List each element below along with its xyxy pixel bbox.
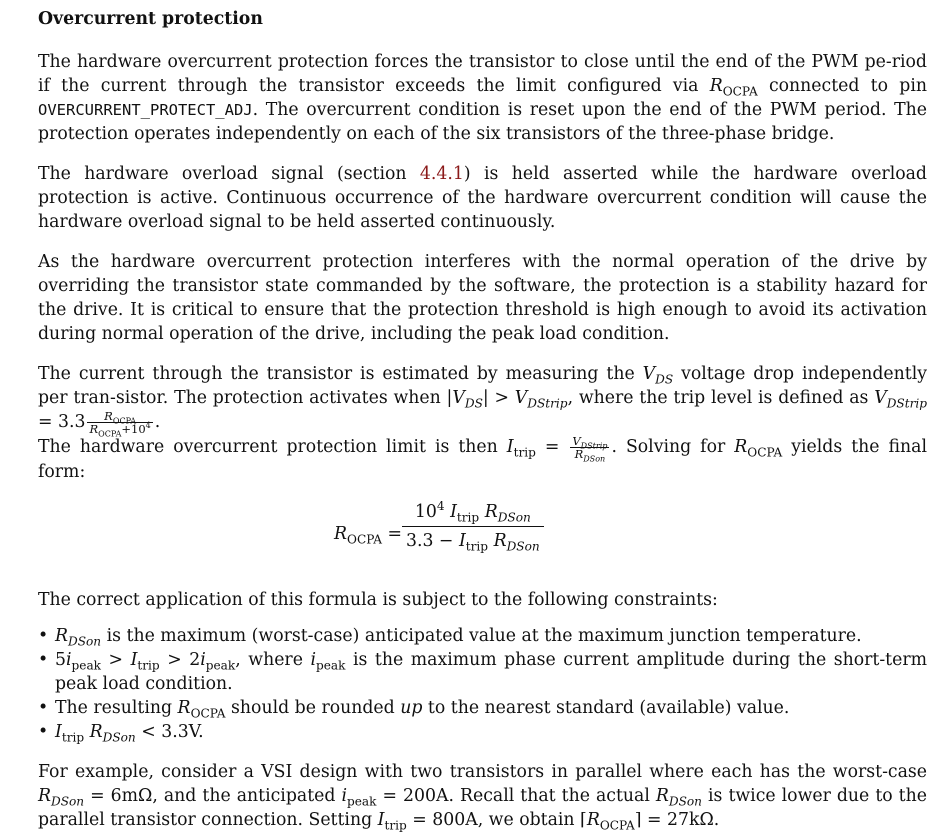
constraint-item: • $I_{trip}$ $R_{DSon} < 3.3V$. [38,720,927,744]
formula-lhs: $R_{OCPA}$ = [334,524,402,547]
trip-level-fraction: $\frac{R_{OCPA}}{R_{OCPA}+10^4}$ [89,409,151,439]
constraints-list [38,624,927,744]
section-heading: Overcurrent protection [38,9,263,29]
constraint-item: • The resulting $R_{OCPA}$ should be rounded up to the nearest standard (available) value. [38,696,927,720]
paragraph-trip-level: The current through the transistor is estimated by measuring the $V_{DS}$ voltage drop independently per tran-sistor. The protection activates when $|V_{DS}| > V_{DStrip}$, where the trip level is defined as $V_{DStrip} = 3.3$ $\frac{R_{OCPA}}{R_{OCPA}+10^4}$ . The hardware overcurrent protection limit is then $I_{trip}$ = $\frac{V_{DStrip}}{R_{DSon}}$ . Solving for $R_{OCPA}$ yields the final form: [38,364,927,482]
constraint-item: • $5i_{peak} > I_{trip} > 2i_{peak}$, where $i_{peak}$ is the maximum phase current amplitude during the short-term peak load condition. [38,648,927,696]
pin-name: OVERCURRENT_PROTECT_ADJ [38,101,253,119]
trip-current-fraction: $\frac{V_{DStrip}}{R_{DSon}}$ [572,434,608,464]
section-reference-link[interactable]: 4.4.1 [419,164,464,184]
rocpa-formula [38,484,927,588]
document-page [38,8,927,832]
formula-denominator: $3.3 - I_{trip}$ $R_{DSon}$ [406,531,540,554]
constraint-item: • $R_{DSon}$ is the maximum (worst-case) anticipated value at the maximum junction temperature. [38,624,927,648]
constraints-intro: The correct application of this formula is subject to the following constraints: [38,590,718,610]
paragraph-example: For example, consider a VSI design with two transistors in parallel where each has the worst-case $R_{DSon} = 6m\Omega$, and the anticipated $i_{peak} = 200A$. Recall that the actual $R_{DSon}$ is twice lower due to the parallel transistor connection. Setting $I_{trip} = 800A$, we obtain $⌈R_{OCPA}⌉ = 27k\Omega$. [38,762,927,832]
formula-numerator: $10^4$ $I_{trip}$ $R_{DSon}$ [402,500,544,527]
formula-fraction [402,500,544,553]
paragraph-overload-signal: The hardware overload signal (section 4.4.1) is held asserted while the hardware overload protection is active. Continuous occurrence of the hardware overcurrent condition will cause the hardware overload signal to be held asserted continuously. [38,164,927,232]
paragraph-overcurrent-intro: The hardware overcurrent protection forces the transistor to close until the end of the PWM pe-riod if the current through the transistor exceeds the limit configured via $R_{OCPA}$ connected to pin OVERCURRENT_PROTECT_ADJ. The overcurrent condition is reset upon the end of the PWM period. The protection operates independently on each of the six transistors of the three-phase bridge. [38,52,927,144]
paragraph-stability-hazard: As the hardware overcurrent protection interferes with the normal operation of the drive by overriding the transistor state commanded by the software, the protection is a stability hazard for the drive. It is critical to ensure that the protection threshold is high enough to avoid its activation during normal operation of the drive, including the peak load condition. [38,252,927,344]
